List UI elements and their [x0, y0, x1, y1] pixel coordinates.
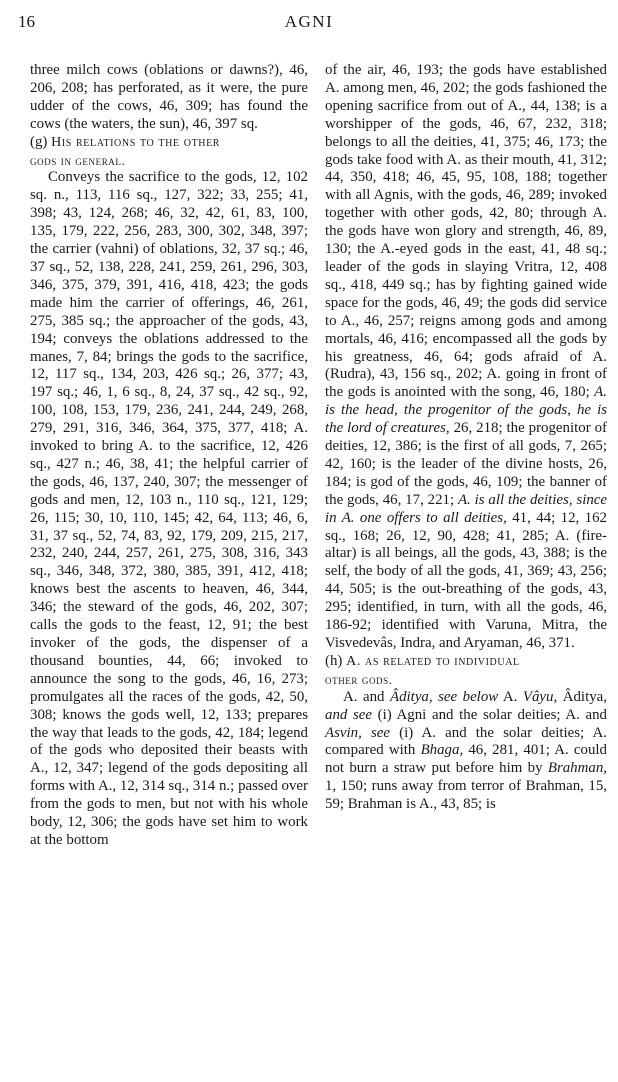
text-run: Âditya, — [562, 688, 607, 705]
section-label: (h) — [325, 652, 343, 669]
text-run: (i) A. and the solar deities; A. compared with — [325, 724, 608, 759]
section-label: (g) — [30, 133, 48, 150]
right-column — [325, 62, 607, 814]
section-title: A. as related to individual — [346, 653, 520, 669]
page-header — [18, 10, 600, 36]
paragraph-continued — [325, 62, 607, 653]
text-run: 26, 218; the progenitor of deities, 12, 386; is the first of all gods, 7, 265; 42, 160; is the leader of the divine hosts, 26, 184; is god of the gods, 46, 109; the banner of the gods, 46, 17, 221; — [325, 420, 607, 508]
section-subtitle: other gods. — [325, 671, 393, 687]
italic-name: Asvin, — [325, 724, 362, 741]
running-title: AGNI — [284, 12, 334, 31]
italic-ref: see below — [438, 688, 499, 705]
text-run: A. — [502, 688, 518, 705]
italic-quote: A. is all the deities, since in A. one offers to all deities, — [325, 491, 607, 526]
left-column — [30, 62, 308, 850]
italic-quote: A. is the head, the progenitor of the gods, he is the lord of creatures, — [325, 384, 607, 437]
section-heading-g — [30, 134, 308, 170]
italic-name: Âditya, — [390, 688, 433, 705]
paragraph-main: Conveys the sacrifice to the gods, 12, 102 sq. n., 113, 116 sq., 127, 322; 33, 255; 41, 398; 43, 124, 268; 46, 32, 42, 61, 83, 100, 135, 179, 222, 256, 283, 300, 302, 348, 397; the carrier (vahni) of oblations, 32, 37 sq.; 46, 37 sq., 52, 138, 228, 241, 259, 261, 296, 303, 346, 375, 379, 391, 416, 418, 423; the gods made him the carrier of offerings, 46, 261, 275, 385 sq.; the approacher of the gods, 43, 194; conveys the oblations addressed to the manes, 7, 84; brings the gods to the sacrifice, 12, 117 sq., 134, 203, 426 sq.; 26, 377; 43, 197 sq.; 46, 1, 6 sq., 8, 24, 37 sq., 42 sq., 92, 100, 108, 153, 179, 236, 241, 244, 249, 268, 279, 291, 316, 346, 364, 375, 377, 418; A. invoked to bring A. to the sacrifice, 12, 426 sq., 427 n.; 46, 38, 41; the helpful carrier of the gods, 46, 137, 240, 307; the messenger of gods and men, 12, 103 n., 110 sq., 121, 129; 26, 115; 30, 10, 110, 145; 42, 64, 113; 46, 6, 31, 37 sq., 52, 74, 83, 92, 179, 209, 215, 217, 232, 240, 244, 257, 261, 275, 308, 316, 343 sq., 346, 348, 372, 380, 385, 391, 412, 418; knows best the ascents to heaven, 46, 344, 346; the steward of the gods, 46, 202, 307; calls the gods to the feast, 12, 91; the best invoker of the gods, the dispenser of a thousand bounties, 44, 66; invoked to announce the song to the gods, 46, 16, 273; promulgates all the races of the gods, 42, 50, 308; knows the gods well, 12, 133; prepares the way that leads to the gods, 42, 184; legend of the gods who deposited their beasts with A., 12, 347; legend of the gods depositing all forms with A., 12, 314 sq., 314 n.; passed over from the gods to men, but not with his whole body, 12, 306; the gods have set him to work at the bottom — [30, 169, 308, 848]
italic-name: Vâyu, — [522, 688, 558, 705]
italic-name: Bhaga, — [420, 742, 464, 759]
italic-ref: see — [370, 724, 390, 741]
text-run: (i) Agni and the solar deities; A. and — [377, 706, 607, 723]
text-run: 41, 44; 12, 162 sq., 168; 26, 12, 90, 428; 41, 285; A. (fire-altar) is all beings, all the gods, 43, 388; is the self, the body of all the gods, 41, 369; 43, 256; 44, 505; is the out-breathing of the gods, 43, 295; identified, in turn, with all the gods, 46, 186-92; identified with Varuna, Mitra, the Visvedevâs, Indra, and Aryaman, 46, 371. — [325, 509, 607, 651]
italic-ref: and see — [325, 706, 372, 723]
text-run: of the air, 46, 193; the gods have established A. among men, 46, 202; the gods fashioned the opening sacrifice from out of A., 44, 138; is a worshipper of the gods, 46, 67, 232, 318; belongs to all the deities, 41, 375; 46, 173; the gods take food with A. as their mouth, 41, 312; 44, 350, 418; 46, 45, 95, 108, 188; together with all Agnis, with the gods, 46, 289; invoked together with other gods, 42, 80; through A. the gods have won glory and strength, 46, 89, 130; the A.-eyed gods in the east, 41, 48 sq.; leader of the gods in slaying Vritra, 12, 408 sq., 418, 449 sq.; has by fighting gained wide space for the gods, 46, 49; the gods did service to A., 46, 257; reigns among gods and among mortals, 46, 416; encompassed all the gods by his greatness, 46, 64; gods afraid of A. (Rudra), 43, 156 sq., 202; A. going in front of the gods is anointed with the song, 46, 180; — [325, 62, 607, 401]
section-subtitle: gods in general. — [30, 152, 126, 168]
text-run: A. and — [343, 688, 385, 705]
text-run: 1, 150; runs away from terror of Brahman, 15, 59; Brahman is A., 43, 85; is — [325, 778, 607, 813]
section-title: His relations to the other — [51, 134, 221, 150]
paragraph-continued: three milch cows (oblations or dawns?), 46, 206, 208; has perforated, as it were, the pure udder of the cows, 46, 309; has found the cows (the waters, the sun), 46, 397 sq. — [30, 62, 308, 132]
page-number: 16 — [18, 12, 35, 31]
paragraph-h — [325, 689, 607, 814]
text-run: 46, 281, 401; A. could not burn a straw put before him by — [325, 742, 607, 777]
italic-name: Brahman, — [547, 760, 607, 777]
section-heading-h — [325, 653, 607, 689]
